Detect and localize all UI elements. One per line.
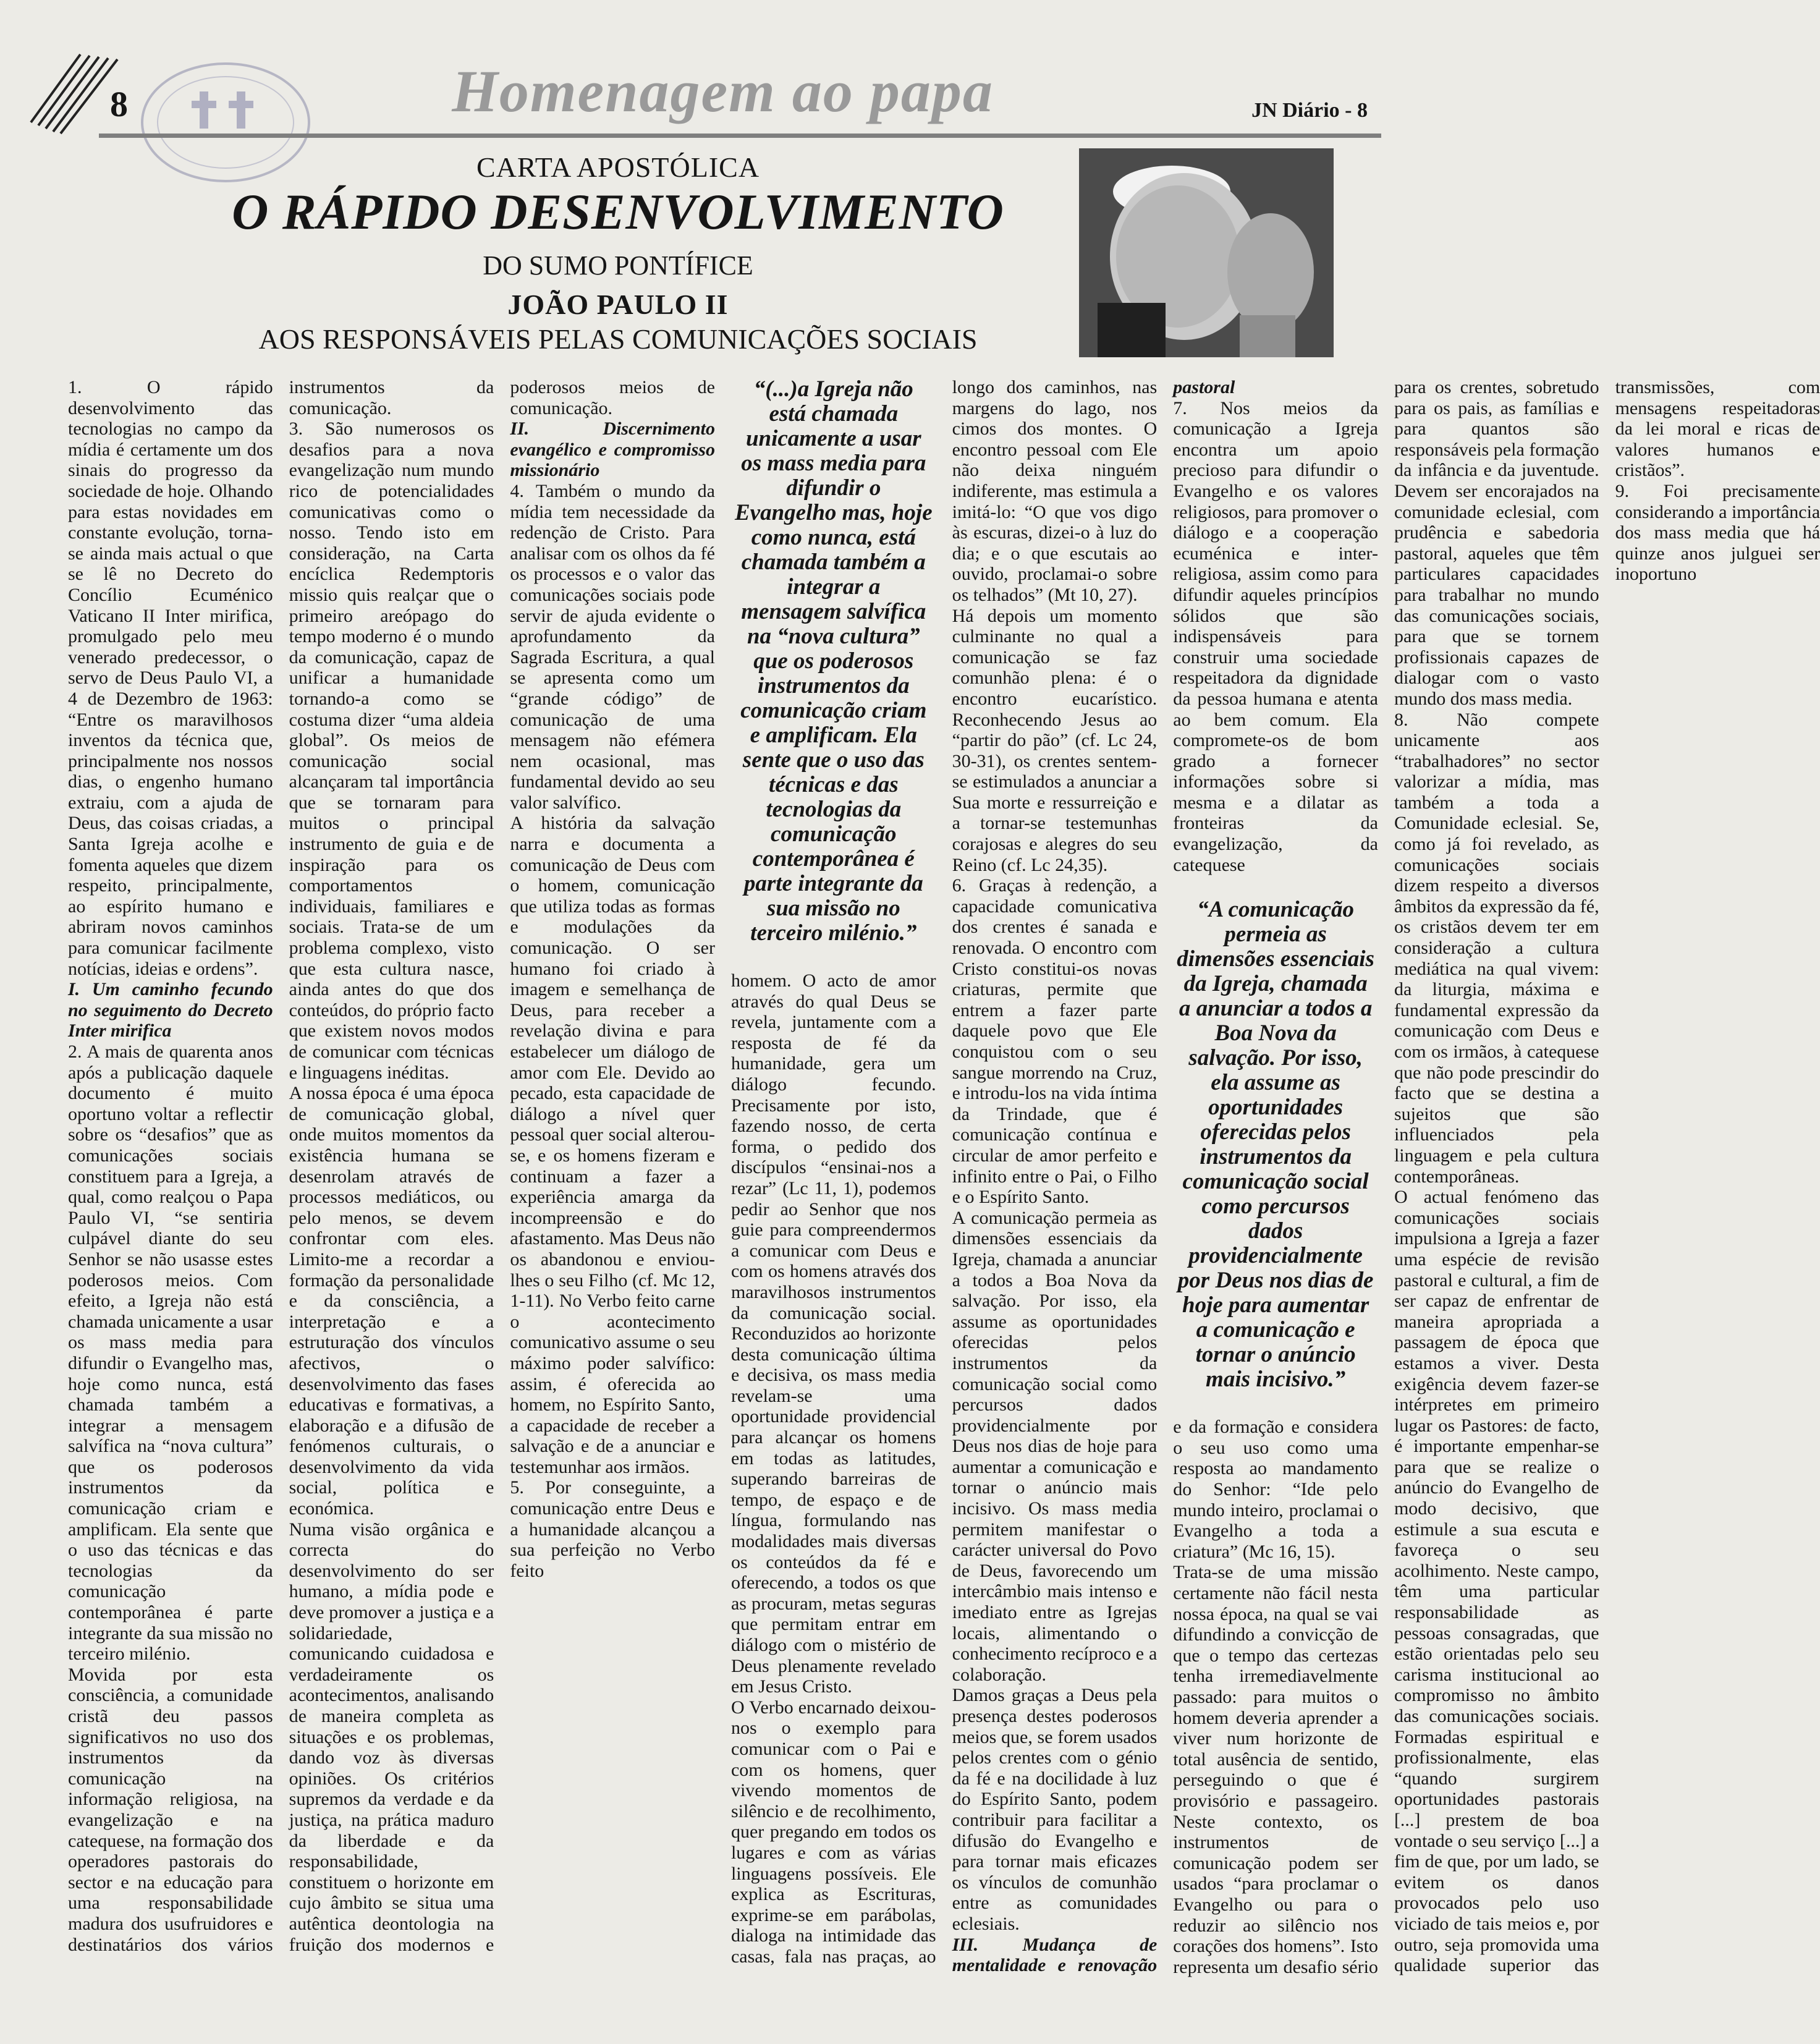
paragraph: 6. Graças à redenção, a capacidade comunicativa dos crentes é sanada e renovada. O encontro com Cristo constitui-os novas criaturas, permite que entrem a fazer parte daquele povo que Ele conquistou com o seu sangue morrendo na Cruz, e introdu-los na vida íntima da Trindade, que é comunicação contínua e circular de amor perfeito e infinito entre o Pai, o Filho e o Espírito Santo. <box>952 875 1158 1208</box>
section-title: Homenagem ao papa <box>452 58 994 124</box>
paragraph: A comunicação permeia as dimensões essenciais da Igreja, chamada a anunciar a todos a Boa Nova da salvação. Por isso, ela assume as oportunidades oferecidas pelos instrumentos da comunicação social como percursos dados providencialmente por Deus nos dias de hoje para aumentar a comunicação e tornar o anúncio mais incisivo. Os mass media permitem manifestar o carácter universal do Povo de Deus, favorecendo um intercâmbio mais intenso e imediato entre as Igrejas locais, alimentando o conhecimento recíproco e a colaboração. <box>952 1207 1158 1685</box>
paragraph: 9. Foi precisamente considerando a importância dos mass media que há quinze anos julguei ser inoportuno <box>1615 480 1820 585</box>
paragraph: Damos graças a Deus pela presença destes poderosos meios que, se forem usados pelos crentes com o génio da fé e na docilidade à luz do Espírito Santo, podem contribuir para facilitar a difusão do Evangelho e para tornar mais eficazes os vínculos de comunhão entre as comunidades eclesiais. <box>952 1685 1158 1934</box>
recipients-line: AOS RESPONSÁVEIS PELAS COMUNICAÇÕES SOCIAIS <box>258 323 978 355</box>
paragraph: 3. São numerosos os desafios para a nova evangelização num mundo rico de potencialidades comunicativas como o nosso. Tendo isto em consideração, na Carta encíclica Redemptoris missio quis realçar que o primeiro areópago do tempo moderno é o mundo da comunicação, capaz de unificar a humanidade tornando-a como se costuma dizer “uma aldeia global”. Os meios de comunicação social alcançaram tal importância que se tornaram para muitos o principal instrumento de guia e de inspiração para os comportamentos individuais, familiares e sociais. Trata-se de um problema complexo, visto que esta cultura nasce, ainda antes do que dos conteúdos, do próprio facto que existem novos modos de comunicar com técnicas e linguagens inéditas. <box>289 418 494 1083</box>
paragraph: Numa visão orgânica e correcta do desenvolvimento do ser humano, a mídia pode e deve promover a justiça e a solidariedade, comunicando cuidadosa e verdadeiramente os acontecimentos, analisando de maneira completa as situações e os problemas, dando voz às diversas opiniões. Os critérios supremos da verdade e da justiça, na prática maduro da liberdade e da responsabilidade, constituem o horizonte em cujo âmbito se situa uma autêntica deontologia na fruição dos modernos e poderosos meios de comunicação. <box>289 377 715 1955</box>
author-name: JOÃO PAULO II <box>507 289 729 320</box>
headline-title: O RÁPIDO DESENVOLVIMENTO <box>232 184 1004 240</box>
paragraph: e da formação e considera o seu uso como uma resposta ao mandamento do Senhor: “Ide pelo mundo inteiro, proclamai o Evangelho a toda a criatura” (Mc 16, 15). <box>1173 1417 1378 1562</box>
paragraph: 4. Também o mundo da mídia tem necessidade da redenção de Cristo. Para analisar com os olhos da fé os processos e o valor das comunicações sociais pode servir de ajuda evidente o aprofundamento da Sagrada Escritura, a qual se apresenta como um “grande código” de comunicação de uma mensagem não efémera nem ocasional, mas fundamental devido ao seu valor salvífico. <box>510 480 715 813</box>
kicker: CARTA APOSTÓLICA <box>476 151 760 183</box>
paragraph: 2. A mais de quarenta anos após a publicação daquele documento é muito oportuno voltar a reflectir sobre os “desafios” que as comunicações sociais constituem para a Igreja, a qual, como realçou o Papa Paulo VI, “se sentiria culpável diante do seu Senhor se não usasse estes poderosos meios. Com efeito, a Igreja não está chamada unicamente a usar os mass media para difundir o Evangelho mas, hoje como nunca, está chamada também a integrar a mensagem salvífica na “nova cultura” que os poderosos instrumentos da comunicação criam e amplificam. Ela sente que o uso das técnicas e das tecnologias da comunicação contemporânea é parte integrante da sua missão no terceiro milénio. <box>68 1041 273 1664</box>
paragraph: 1. O rápido desenvolvimento das tecnologias no campo da mídia é certamente um dos sinais do progresso da sociedade de hoje. Olhando para estas novidades em constante evolução, torna-se ainda mais actual o que se lê no Decreto do Concílio Ecuménico Vaticano II Inter mirifica, promulgado pelo meu venerado predecessor, o servo de Deus Paulo VI, a 4 de Dezembro de 1963: “Entre os maravilhosos inventos da técnica que, principalmente nos nossos dias, o engenho humano extraiu, com a ajuda de Deus, das coisas criadas, a Santa Igreja acolhe e fomenta aqueles que dizem respeito, principalmente, ao espírito humano e abriram novos caminhos para comunicar facilmente notícias, ideias e ordens”. <box>68 377 273 979</box>
paragraph: O Verbo encarnado deixou-nos o exemplo para comunicar com o Pai e com os homens, quer vivendo momentos de silêncio e de recolhimento, quer pregando em todos os lugares e com as várias linguagens possíveis. Ele explica as Escrituras, exprime-se em parábolas, dialoga na intimidade das casas, fala nas praças, ao longo dos caminhos, nas margens do lago, nos cimos dos montes. O encontro pessoal com Ele não deixa ninguém indiferente, mas estimula a imitá-lo: “O que vos digo às escuras, dizei-o à luz do dia; e o que escutais ao ouvido, proclamai-o sobre os telhados” (Mt 10, 27). <box>730 377 1158 1967</box>
paragraph: 8. Não compete unicamente aos “trabalhadores” no sector valorizar a mídia, mas também a toda a Comunidade eclesial. Se, como já foi revelado, as comunicações sociais dizem respeito a diversos âmbitos da expressão da fé, os cristãos devem ter em consideração a cultura mediática na qual vivem: da liturgia, máxima e fundamental expressão da comunicação com Deus e com os irmãos, à catequese que não pode prescindir do facto que se destina a sujeitos que são influenciados pela linguagem e pela cultura contemporâneas. <box>1394 709 1599 1187</box>
subheading: I. Um caminho fecundo no seguimento do Decreto Inter mirifica <box>68 979 273 1041</box>
pull-quote: “A comunicação permeia as dimensões essenciais da Igreja, chamada a anunciar a todos a Boa Nova da salvação. Por isso, ela assume as oportunidades oferecidas pelos instrumentos da comunicação social como percursos dados providencialmente por Deus nos dias de hoje para aumentar a comunicação e tornar o anúncio mais incisivo.” <box>1177 897 1374 1393</box>
pull-quote: “(...)a Igreja não está chamada unicamente a usar os mass media para difundir o Evangelho mas, hoje como nunca, está chamada também a integrar a mensagem salvífica na “nova cultura” que os poderosos instrumentos da comunicação criam e amplificam. Ela sente que o uso das técnicas e das tecnologias da comunicação contemporânea é parte integrante da sua missão no terceiro milénio.” <box>734 376 933 946</box>
subheading: II. Discernimento evangélico e compromisso missionário <box>510 418 715 481</box>
article-body <box>68 376 1820 1984</box>
paragraph: 7. Nos meios da comunicação a Igreja encontra um apoio precioso para difundir o Evangelho e os valores religiosos, para promover o diálogo e a cooperação ecuménica e inter-religiosa, assim como para difundir aqueles princípios sólidos que são indispensáveis para construir uma sociedade respeitadora da dignidade da pessoa humana e atenta ao bem comum. Ela compromete-os de bom grado a fornecer informações sobre si mesma e a dilatar as fronteiras da evangelização, da catequese <box>1173 397 1378 875</box>
paragraph: homem. O acto de amor através do qual Deus se revela, juntamente com a resposta de fé da humanidade, gera um diálogo fecundo. Precisamente por isto, fazendo nosso, de certa forma, o pedido dos discípulos “ensinai-nos a rezar” (Lc 11, 1), podemos pedir ao Senhor que nos guie para compreendermos a comunicar com Deus e com os homens através dos maravilhosos instrumentos da comunicação social. Reconduzidos ao horizonte desta comunicação última e decisiva, os mass media revelam-se uma oportunidade providencial para alcançar os homens em todas as latitudes, superando barreiras de tempo, de espaço e de língua, formulando nas modalidades mais diversas os conteúdos da fé e oferecendo, a todos os que as procuram, metas seguras que permitam entrar em diálogo com o mistério de Deus plenamente revelado em Jesus Cristo. <box>730 970 936 1697</box>
byline-prefix: DO SUMO PONTÍFICE <box>483 250 753 281</box>
paragraph: A nossa época é uma época de comunicação global, onde muitos momentos da existência humana se desenrolam através de processos mediáticos, ou pelo menos, se devem confrontar com eles. Limito-me a recordar a formação da personalidade e da consciência, a interpretação e a estruturação dos vínculos afectivos, o desenvolvimento das fases educativas e formativas, a elaboração e a difusão de fenómenos culturais, o desenvolvimento da vida social, política e económica. <box>289 1083 494 1519</box>
paragraph: O actual fenómeno das comunicações sociais impulsiona a Igreja a fazer uma espécie de revisão pastoral e cultural, a fim de ser capaz de enfrentar de maneira apropriada a passagem de época que estamos a viver. Desta exigência devem fazer-se intérpretes em primeiro lugar os Pastores: de facto, é importante empenhar-se para que se realize o anúncio do Evangelho de modo decisivo, que estimule a sua escuta e favoreça o seu acolhimento. Neste campo, têm uma particular responsabilidade as pessoas consagradas, que estão orientadas pelo seu carisma institucional ao compromisso no âmbito das comunicações sociais. Formadas espiritual e profissionalmente, elas “quando surgirem oportunidades pastorais [...] prestem de boa vontade o seu serviço [...] a fim de que, por um lado, se evitem os danos provocados pelo uso viciado de tais meios e, por outro, seja promovida uma qualidade superior das transmissões, com mensagens respeitadoras da lei moral e ricas de valores humanos e cristãos”. <box>1394 377 1820 1976</box>
page-number: 8 <box>110 84 128 124</box>
paragraph: Movida por esta consciência, a comunidade cristã deu passos significativos no uso dos instrumentos da comunicação na informação religiosa, na evangelização e na catequese, na formação dos operadores pastorais do sector e na educação para uma responsabilidade madura dos usufruidores e destinatários dos vários instrumentos da comunicação. <box>68 377 494 1955</box>
edition-label: JN Diário - 8 <box>1251 99 1368 122</box>
paragraph: 5. Por conseguinte, a comunicação entre Deus e a humanidade alcançou a sua perfeição no Verbo feito <box>510 1477 715 1581</box>
paragraph: A história da salvação narra e documenta a comunicação de Deus com o homem, comunicação que utiliza todas as formas e modulações da comunicação. O ser humano foi criado à imagem e semelhança de Deus, para receber a revelação divina e para estabelecer um diálogo de amor com Ele. Devido ao pecado, esta capacidade de diálogo a nível quer pessoal quer social alterou-se, e os homens fizeram e continuam a fazer a experiência amarga da incompreensão e do afastamento. Mas Deus não os abandonou e enviou-lhes o seu Filho (cf. Mc 12, 1-11). No Verbo feito carne o acontecimento comunicativo assume o seu máximo poder salvífico: assim, é oferecida ao homem, no Espírito Santo, a capacidade de receber a salvação e de a anunciar e testemunhar aos irmãos. <box>510 813 715 1477</box>
subheading: III. Mudança de mentalidade e renovação pastoral <box>952 377 1235 1976</box>
paragraph: Há depois um momento culminante no qual a comunicação se faz comunhão plena: é o encontro eucarístico. Reconhecendo Jesus ao “partir do pão” (cf. Lc 24, 30-31), os crentes sentem-se estimulados a anunciar a Sua morte e ressurreição e a tornar-se testemunhas corajosas e alegres do seu Reino (cf. Lc 24,35). <box>952 605 1158 875</box>
pope-photo <box>1079 148 1334 357</box>
paragraph: Trata-se de uma missão certamente não fácil nesta nossa época, na qual se vai difundindo a convicção de que o tempo das certezas tenha irremediavelmente passado: para muitos o homem deveria aprender a viver num horizonte de total ausência de sentido, perseguindo o que é provisório e passageiro. Neste contexto, os instrumentos de comunicação podem ser usados “para proclamar o Evangelho ou para o reduzir ao silêncio nos corações dos homens”. Isto representa um desafio sério para os crentes, sobretudo para os pais, as famílias e para quantos são responsáveis pela formação da infância e da juventude. Devem ser encorajados na comunidade eclesial, com prudência e sabedoria pastoral, aqueles que têm particulares capacidades para trabalhar no mundo das comunicações sociais, para que se tornem profissionais capazes de dialogar com o vasto mundo dos mass media. <box>1173 377 1599 1977</box>
header-rule <box>99 134 1381 138</box>
